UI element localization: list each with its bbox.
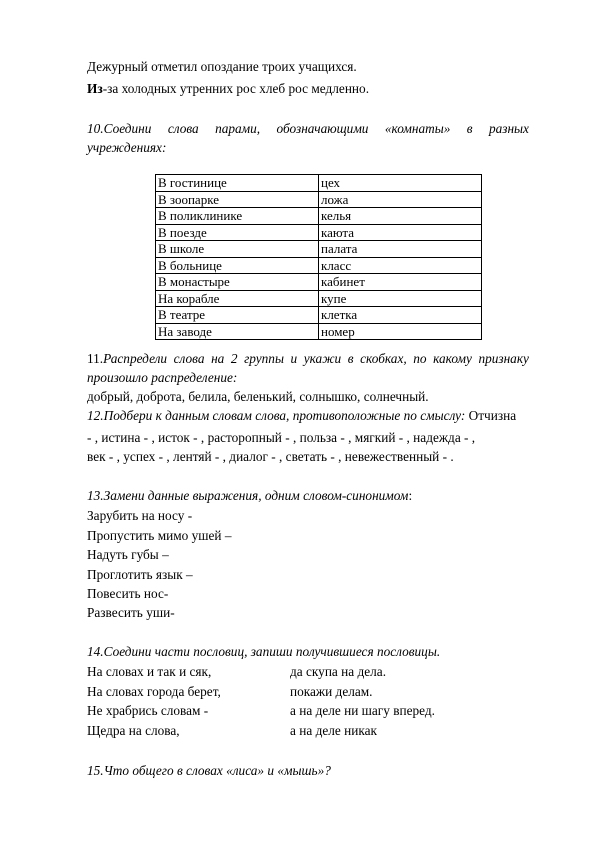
task11-number: 11. bbox=[87, 351, 104, 366]
table-cell: В зоопарке bbox=[156, 191, 319, 208]
task11-word: в bbox=[347, 351, 354, 366]
table-cell: купе bbox=[319, 290, 482, 307]
task12-line3: век - , успех - , лентяй - , диалог - , светать - , невежественный - . bbox=[87, 449, 454, 464]
table-cell: цех bbox=[319, 175, 482, 192]
task11-word: скобках, bbox=[360, 351, 407, 366]
table-cell: келья bbox=[319, 208, 482, 225]
table-row bbox=[156, 323, 482, 340]
task12-first-word: Отчизна bbox=[465, 408, 517, 423]
task15-title: 15.Что общего в словах «лиса» и «мышь»? bbox=[87, 763, 331, 778]
task11-words: добрый, доброта, белила, беленький, солнышко, солнечный. bbox=[87, 389, 429, 404]
table-cell: кабинет bbox=[319, 274, 482, 291]
task10-title-line2: учреждениях: bbox=[87, 140, 167, 155]
intro-sentence-2-rest: -за холодных утренних рос хлеб рос медленно. bbox=[102, 81, 370, 96]
table-cell: На заводе bbox=[156, 323, 319, 340]
task10-word: в bbox=[466, 121, 473, 136]
table-cell: В монастыре bbox=[156, 274, 319, 291]
table-row bbox=[156, 241, 482, 258]
table-row bbox=[156, 307, 482, 324]
task12-line2: - , истина - , исток - , расторопный - , польза - , мягкий - , надежда - , bbox=[87, 430, 476, 445]
table-cell: палата bbox=[319, 241, 482, 258]
task11-word: и bbox=[290, 351, 298, 366]
table-cell: В театре bbox=[156, 307, 319, 324]
table-cell: В гостинице bbox=[156, 175, 319, 192]
task12-line1 bbox=[87, 406, 516, 425]
proverb-right: а на деле никак bbox=[290, 723, 377, 738]
task14-title: 14.Соедини части пословиц, запиши получившиеся пословицы. bbox=[87, 644, 441, 659]
table-cell: В больнице bbox=[156, 257, 319, 274]
task11-word: слова bbox=[173, 351, 205, 366]
task11-first bbox=[87, 349, 167, 368]
task10-word: парами, bbox=[215, 121, 261, 136]
task10-word: разных bbox=[488, 121, 529, 136]
table-row bbox=[156, 191, 482, 208]
table-row bbox=[156, 290, 482, 307]
table-row bbox=[156, 274, 482, 291]
proverb-left: На словах города берет, bbox=[87, 684, 221, 699]
task10-word: «комнаты» bbox=[384, 121, 451, 136]
task13-item: Проглотить язык – bbox=[87, 567, 193, 582]
task11-word: по bbox=[413, 351, 427, 366]
proverb-right: покажи делам. bbox=[290, 684, 373, 699]
task13-item: Надуть губы – bbox=[87, 547, 169, 562]
table-row bbox=[156, 224, 482, 241]
task11-word: укажи bbox=[303, 351, 342, 366]
task11-word: 2 bbox=[230, 351, 238, 366]
table-cell: ложа bbox=[319, 191, 482, 208]
task13-title: 13.Замени данные выражения, одним словом-синонимом bbox=[87, 488, 409, 503]
task13-colon: : bbox=[408, 488, 413, 503]
table-row bbox=[156, 208, 482, 225]
task10-word: обозначающими bbox=[276, 121, 369, 136]
proverb-right: да скупа на дела. bbox=[290, 664, 387, 679]
proverb-left: На словах и так и сяк, bbox=[87, 664, 212, 679]
task10-word: слова bbox=[167, 121, 199, 136]
task12-title: 12.Подбери к данным словам слова, противоположные по смыслу: bbox=[87, 408, 466, 423]
task13-item: Развесить уши- bbox=[87, 605, 175, 620]
task11-word: признаку bbox=[478, 351, 529, 366]
intro-sentence-1: Дежурный отметил опоздание троих учащихся. bbox=[87, 59, 357, 74]
table-cell: номер bbox=[319, 323, 482, 340]
table-row bbox=[156, 175, 482, 192]
task11-title-line2: произошло распределение: bbox=[87, 370, 238, 385]
rooms-table bbox=[155, 174, 482, 340]
task13-item: Зарубить на носу - bbox=[87, 508, 193, 523]
proverb-right: а на деле ни шагу вперед. bbox=[290, 703, 435, 718]
task11-title-line1 bbox=[87, 349, 529, 368]
table-cell: В поезде bbox=[156, 224, 319, 241]
task13-title-line bbox=[87, 486, 412, 505]
table-row bbox=[156, 257, 482, 274]
task11-word: на bbox=[211, 351, 225, 366]
table-cell: В школе bbox=[156, 241, 319, 258]
table-cell: В поликлинике bbox=[156, 208, 319, 225]
proverb-left: Щедра на слова, bbox=[87, 723, 180, 738]
task13-item: Повесить нос- bbox=[87, 586, 169, 601]
table-cell: На корабле bbox=[156, 290, 319, 307]
intro-sentence-2 bbox=[87, 79, 369, 98]
proverb-left: Не храбрись словам - bbox=[87, 703, 209, 718]
task11-word: какому bbox=[433, 351, 472, 366]
task11-word: Распредели bbox=[103, 351, 168, 366]
task10-title-line1 bbox=[87, 119, 529, 138]
table-cell: клетка bbox=[319, 307, 482, 324]
table-cell: каюта bbox=[319, 224, 482, 241]
intro-sentence-2-bold: Из bbox=[87, 81, 103, 96]
task13-item: Пропустить мимо ушей – bbox=[87, 528, 232, 543]
task11-word: группы bbox=[244, 351, 284, 366]
task10-word: 10.Соедини bbox=[87, 121, 152, 136]
table-cell: класс bbox=[319, 257, 482, 274]
